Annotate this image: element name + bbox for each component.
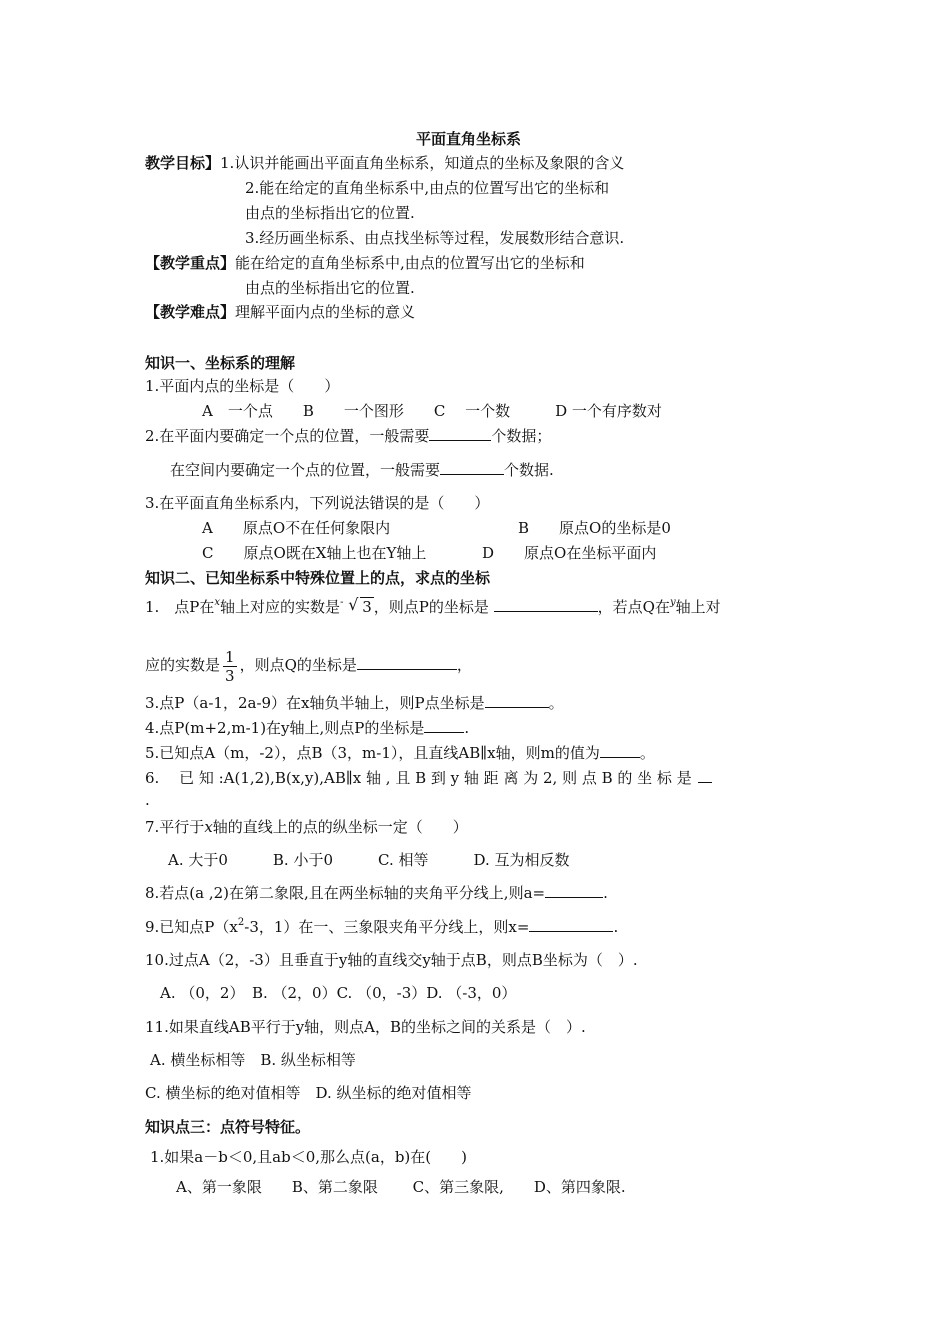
answer-blank bbox=[424, 718, 464, 733]
s2-q1b-text-3: ， bbox=[456, 656, 472, 674]
s2-question-3 bbox=[145, 693, 564, 713]
answer-blank bbox=[600, 743, 640, 758]
s2-question-4 bbox=[145, 718, 469, 738]
s2-q5-text: 5.已知点A（m，-2），点B（3，m-1），且直线AB∥x轴，则m的值为 bbox=[145, 744, 600, 762]
s2-q9-end: . bbox=[613, 918, 619, 936]
s1-q3-option-b: B 原点O的坐标是0 bbox=[518, 519, 671, 537]
focus-label: 【教学重点】 bbox=[145, 254, 236, 272]
goal-1: 1.认识并能画出平面直角坐标系，知道点的坐标及象限的含义 bbox=[220, 154, 625, 172]
s2-q4-text: 4.点P(m+2,m-1)在y轴上,则点P的坐标是 bbox=[145, 719, 425, 737]
difficulty-label: 【教学难点】 bbox=[145, 303, 236, 321]
s1-question-1-options: A 一个点 B 一个图形 C 一个数 D 一个有序数对 bbox=[202, 402, 662, 420]
focus-text-a: 能在给定的直角坐标系中,由点的位置写出它的坐标和 bbox=[235, 254, 585, 272]
s2-q7-text: 7.平行于 bbox=[145, 818, 205, 836]
s2-q8-text: 8.若点(a ,2)在第二象限,且在两坐标轴的夹角平分线上,则a= bbox=[145, 884, 546, 902]
answer-blank bbox=[429, 426, 491, 441]
answer-blank bbox=[357, 655, 457, 670]
s1-question-3: 3.在平面直角坐标系内，下列说法错误的是（ ） bbox=[145, 494, 490, 512]
answer-blank bbox=[494, 597, 598, 612]
s2-question-9 bbox=[145, 917, 618, 940]
s2-q4-end: . bbox=[464, 719, 470, 737]
s2-q6-text: 6. 已 知 :A(1,2),B(x,y),AB∥x 轴 , 且 B 到 y 轴 距 离 为 2, 则 点 B 的 坐 标 是 bbox=[145, 769, 692, 787]
goal-3: 3.经历画坐标系、由点找坐标等过程，发展数形结合意识. bbox=[245, 229, 625, 247]
s1-q3-option-c: C 原点O既在X轴上也在Y轴上 bbox=[202, 544, 427, 562]
s1-q2b-text: 在空间内要确定一个点的位置，一般需要 bbox=[170, 461, 441, 479]
numerator: 1 bbox=[225, 647, 235, 666]
s2-q7-text-2: 轴的直线上的点的纵坐标一定（ ） bbox=[212, 818, 468, 836]
s2-q5-end: 。 bbox=[639, 744, 655, 762]
s1-q2a-text: 2.在平面内要确定一个点的位置，一般需要 bbox=[145, 427, 430, 445]
s1-question-2a bbox=[145, 426, 551, 446]
s2-q8-end: . bbox=[603, 884, 608, 902]
radical-sign: √ bbox=[348, 595, 359, 614]
focus-line-1 bbox=[145, 253, 585, 273]
answer-blank bbox=[485, 693, 549, 708]
s3-question-1: 1.如果a－b＜0,且ab＜0,那么点(a，b)在( ) bbox=[150, 1148, 467, 1166]
s3-q1-options: A、第一象限 B、第二象限 C、第三象限, D、第四象限. bbox=[176, 1178, 626, 1196]
answer-blank bbox=[440, 460, 504, 475]
s1-q3-option-d: D 原点O在坐标平面内 bbox=[482, 544, 657, 562]
s2-q9-text-2: -3，1）在一、三象限夹角平分线上，则x= bbox=[244, 918, 530, 936]
difficulty-line bbox=[145, 302, 415, 322]
s2-q1-text-5: 轴上对 bbox=[675, 598, 721, 616]
s2-q11-options-cd: C. 横坐标的绝对值相等 D. 纵坐标的绝对值相等 bbox=[145, 1084, 472, 1102]
section-2-heading: 知识二、已知坐标系中特殊位置上的点，求点的坐标 bbox=[145, 569, 491, 587]
denominator: 3 bbox=[225, 666, 235, 685]
s2-question-1 bbox=[145, 597, 721, 620]
page-title: 平面直角坐标系 bbox=[416, 130, 522, 148]
s2-q10-options: A. （0，2） B. （2，0）C. （0，-3）D. （-3，0） bbox=[160, 984, 517, 1002]
s2-question-1b bbox=[145, 643, 472, 687]
s2-question-7 bbox=[145, 817, 468, 837]
s2-q1b-text-2: ，则点Q的坐标是 bbox=[239, 656, 357, 674]
goals-line-1 bbox=[145, 153, 624, 173]
s2-q1b-text: 应的实数是 bbox=[145, 656, 221, 674]
answer-blank bbox=[698, 768, 712, 783]
s1-q3-option-a: A 原点O不在任何象限内 bbox=[202, 519, 391, 537]
fraction bbox=[223, 648, 237, 685]
section-3-heading: 知识点三：点符号特征。 bbox=[145, 1118, 311, 1136]
difficulty-text: 理解平面内点的坐标的意义 bbox=[235, 303, 416, 321]
s1-q2a-end: 个数据； bbox=[491, 427, 552, 445]
x-symbol: x bbox=[214, 597, 221, 608]
s2-q11-options-ab: A. 横坐标相等 B. 纵坐标相等 bbox=[150, 1051, 356, 1069]
section-1-heading: 知识一、坐标系的理解 bbox=[145, 354, 296, 372]
sqrt-expression bbox=[348, 597, 374, 617]
s2-q3-end: 。 bbox=[548, 694, 564, 712]
minus-sign: - bbox=[340, 597, 344, 608]
y-symbol: y bbox=[669, 597, 676, 608]
s2-q1-text-4: ，若点Q在 bbox=[597, 598, 670, 616]
x-symbol: x bbox=[204, 818, 213, 836]
answer-blank bbox=[529, 917, 613, 932]
s2-q7-options: A. 大于0 B. 小于0 C. 相等 D. 互为相反数 bbox=[168, 851, 570, 869]
s1-q2b-end: 个数据. bbox=[504, 461, 554, 479]
radicand: 3 bbox=[362, 598, 372, 616]
s1-question-2b bbox=[170, 460, 554, 480]
answer-blank bbox=[545, 883, 603, 898]
s2-question-6 bbox=[145, 768, 815, 788]
goals-label: 教学目标】 bbox=[145, 154, 221, 172]
s2-question-5 bbox=[145, 743, 655, 763]
s2-q6-end: . bbox=[145, 791, 150, 809]
s2-q1-text: 1. 点P在 bbox=[145, 598, 215, 616]
s2-question-11: 11.如果直线AB平行于y轴，则点A，B的坐标之间的关系是（ ）. bbox=[145, 1018, 586, 1036]
exponent: 2 bbox=[237, 917, 245, 928]
goal-2b: 由点的坐标指出它的位置. bbox=[245, 204, 415, 222]
s2-question-8 bbox=[145, 883, 608, 903]
s2-q1-text-3: ，则点P的坐标是 bbox=[373, 598, 489, 616]
s2-q9-text: 9.已知点P（x bbox=[145, 918, 238, 936]
focus-text-b: 由点的坐标指出它的位置. bbox=[245, 279, 415, 297]
goal-2a: 2.能在给定的直角坐标系中,由点的位置写出它的坐标和 bbox=[245, 179, 610, 197]
s1-question-1: 1.平面内点的坐标是（ ） bbox=[145, 377, 340, 395]
s2-question-10: 10.过点A（2，-3）且垂直于y轴的直线交y轴于点B，则点B坐标为（ ）. bbox=[145, 951, 638, 969]
s2-q3-text: 3.点P（a-1，2a-9）在x轴负半轴上，则P点坐标是 bbox=[145, 694, 485, 712]
s2-q1-text-2: 轴上对应的实数是 bbox=[220, 598, 341, 616]
